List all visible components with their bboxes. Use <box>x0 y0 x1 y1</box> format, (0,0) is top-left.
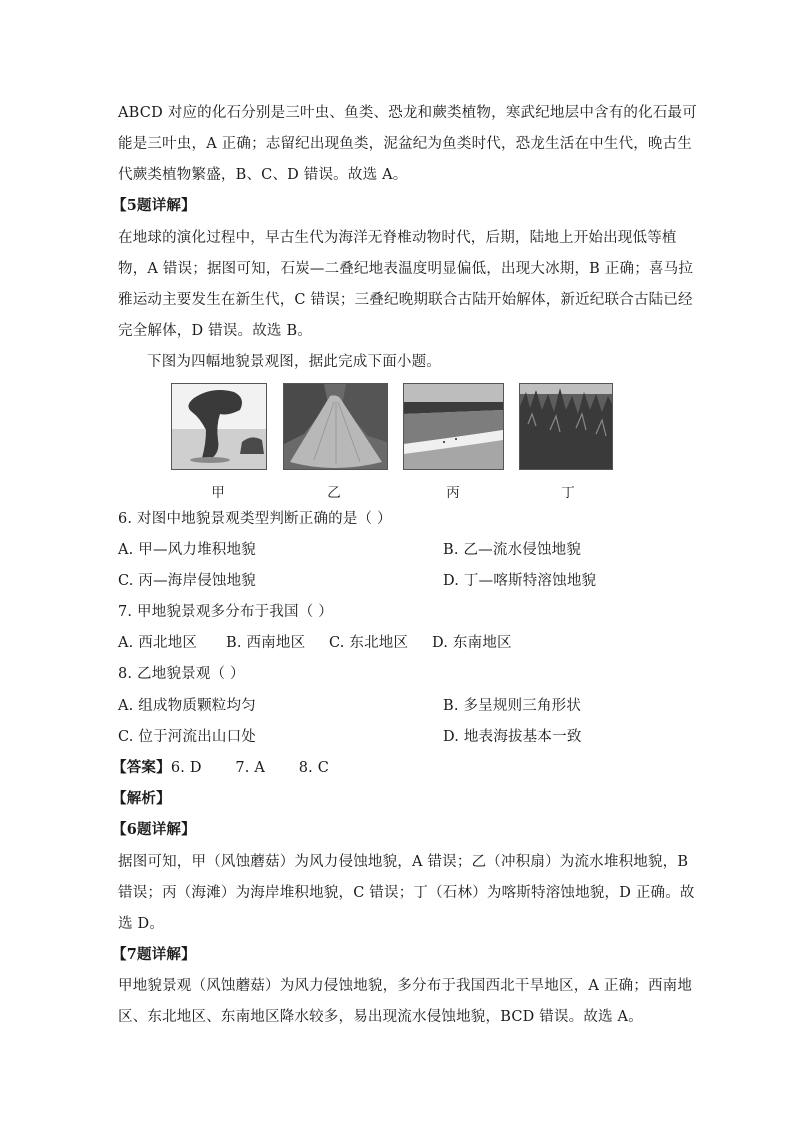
figure-prompt: 下图为四幅地貌景观图，据此完成下面小题。 <box>147 354 441 370</box>
q7-option-a: A. 西北地区 <box>118 635 198 651</box>
q7-option-d: D. 东南地区 <box>432 635 512 651</box>
q7-stem: 7. 甲地貌景观多分布于我国（ ） <box>118 604 333 620</box>
q8-option-b: B. 多呈规则三角形状 <box>443 698 582 714</box>
q8-option-a: A. 组成物质颗粒均匀 <box>118 698 256 714</box>
q6-stem: 6. 对图中地貌景观类型判断正确的是（ ） <box>118 511 392 527</box>
q5-line-3: 雅运动主要发生在新生代，C 错误；三叠纪晚期联合古陆开始解体，新近纪联合古陆已经 <box>118 292 693 308</box>
q8-option-d: D. 地表海拔基本一致 <box>443 729 582 745</box>
intro-line-1: ABCD 对应的化石分别是三叶虫、鱼类、恐龙和蕨类植物，寒武纪地层中含有的化石最可 <box>118 105 697 121</box>
answer-label: 【答案】 <box>112 759 171 776</box>
q7-detail-line-2: 区、东北地区、东南地区降水较多，易出现流水侵蚀地貌，BCD 错误。故选 A。 <box>118 1009 643 1025</box>
intro-line-3: 代蕨类植物繁盛，B、C、D 错误。故选 A。 <box>118 167 408 183</box>
intro-line-2: 能是三叶虫，A 正确；志留纪出现鱼类，泥盆纪为鱼类时代，恐龙生活在中生代，晚古生 <box>118 136 693 152</box>
q5-heading: 【5题详解】 <box>112 197 196 214</box>
q6-detail-line-2: 错误；丙（海滩）为海岸堆积地貌，C 错误；丁（石林）为喀斯特溶蚀地貌，D 正确。故 <box>118 885 695 901</box>
photo-ding-stone-forest <box>519 383 613 470</box>
q5-line-2: 物，A 错误；据图可知，石炭—二叠纪地表温度明显偏低，出现大冰期，B 正确；喜马拉 <box>118 261 694 277</box>
photo-jia-mushroom-rock <box>171 383 267 470</box>
q7-option-c: C. 东北地区 <box>329 635 409 651</box>
q8-option-c: C. 位于河流出山口处 <box>118 729 256 745</box>
caption-bing: 丙 <box>446 485 460 501</box>
answer-values: 6. D 7. A 8. C <box>170 760 330 776</box>
q6-detail-line-3: 选 D。 <box>118 916 165 932</box>
analysis-heading: 【解析】 <box>112 790 171 807</box>
q6-option-d: D. 丁—喀斯特溶蚀地貌 <box>443 573 597 589</box>
q6-option-b: B. 乙—流水侵蚀地貌 <box>443 542 582 558</box>
q6-detail-heading: 【6题详解】 <box>112 821 196 838</box>
q5-line-1: 在地球的演化过程中，早古生代为海洋无脊椎动物时代，后期，陆地上开始出现低等植 <box>118 230 677 246</box>
q6-option-c: C. 丙—海岸侵蚀地貌 <box>118 573 256 589</box>
q6-option-a: A. 甲—风力堆积地貌 <box>118 542 256 558</box>
q7-option-b: B. 西南地区 <box>226 635 306 651</box>
answer-row <box>112 758 329 778</box>
q7-detail-line-1: 甲地貌景观（风蚀蘑菇）为风力侵蚀地貌，多分布于我国西北干旱地区，A 正确；西南地 <box>118 978 693 994</box>
photo-yi-alluvial-fan <box>283 383 388 470</box>
q6-detail-line-1: 据图可知，甲（风蚀蘑菇）为风力侵蚀地貌，A 错误；乙（冲积扇）为流水堆积地貌，B <box>118 854 689 870</box>
photo-bing-beach <box>403 383 504 470</box>
caption-ding: 丁 <box>561 485 575 501</box>
caption-jia: 甲 <box>211 485 225 501</box>
q7-detail-heading: 【7题详解】 <box>112 946 196 963</box>
q8-stem: 8. 乙地貌景观（ ） <box>118 666 245 682</box>
caption-yi: 乙 <box>327 485 341 501</box>
q5-line-4: 完全解体，D 错误。故选 B。 <box>118 323 312 339</box>
